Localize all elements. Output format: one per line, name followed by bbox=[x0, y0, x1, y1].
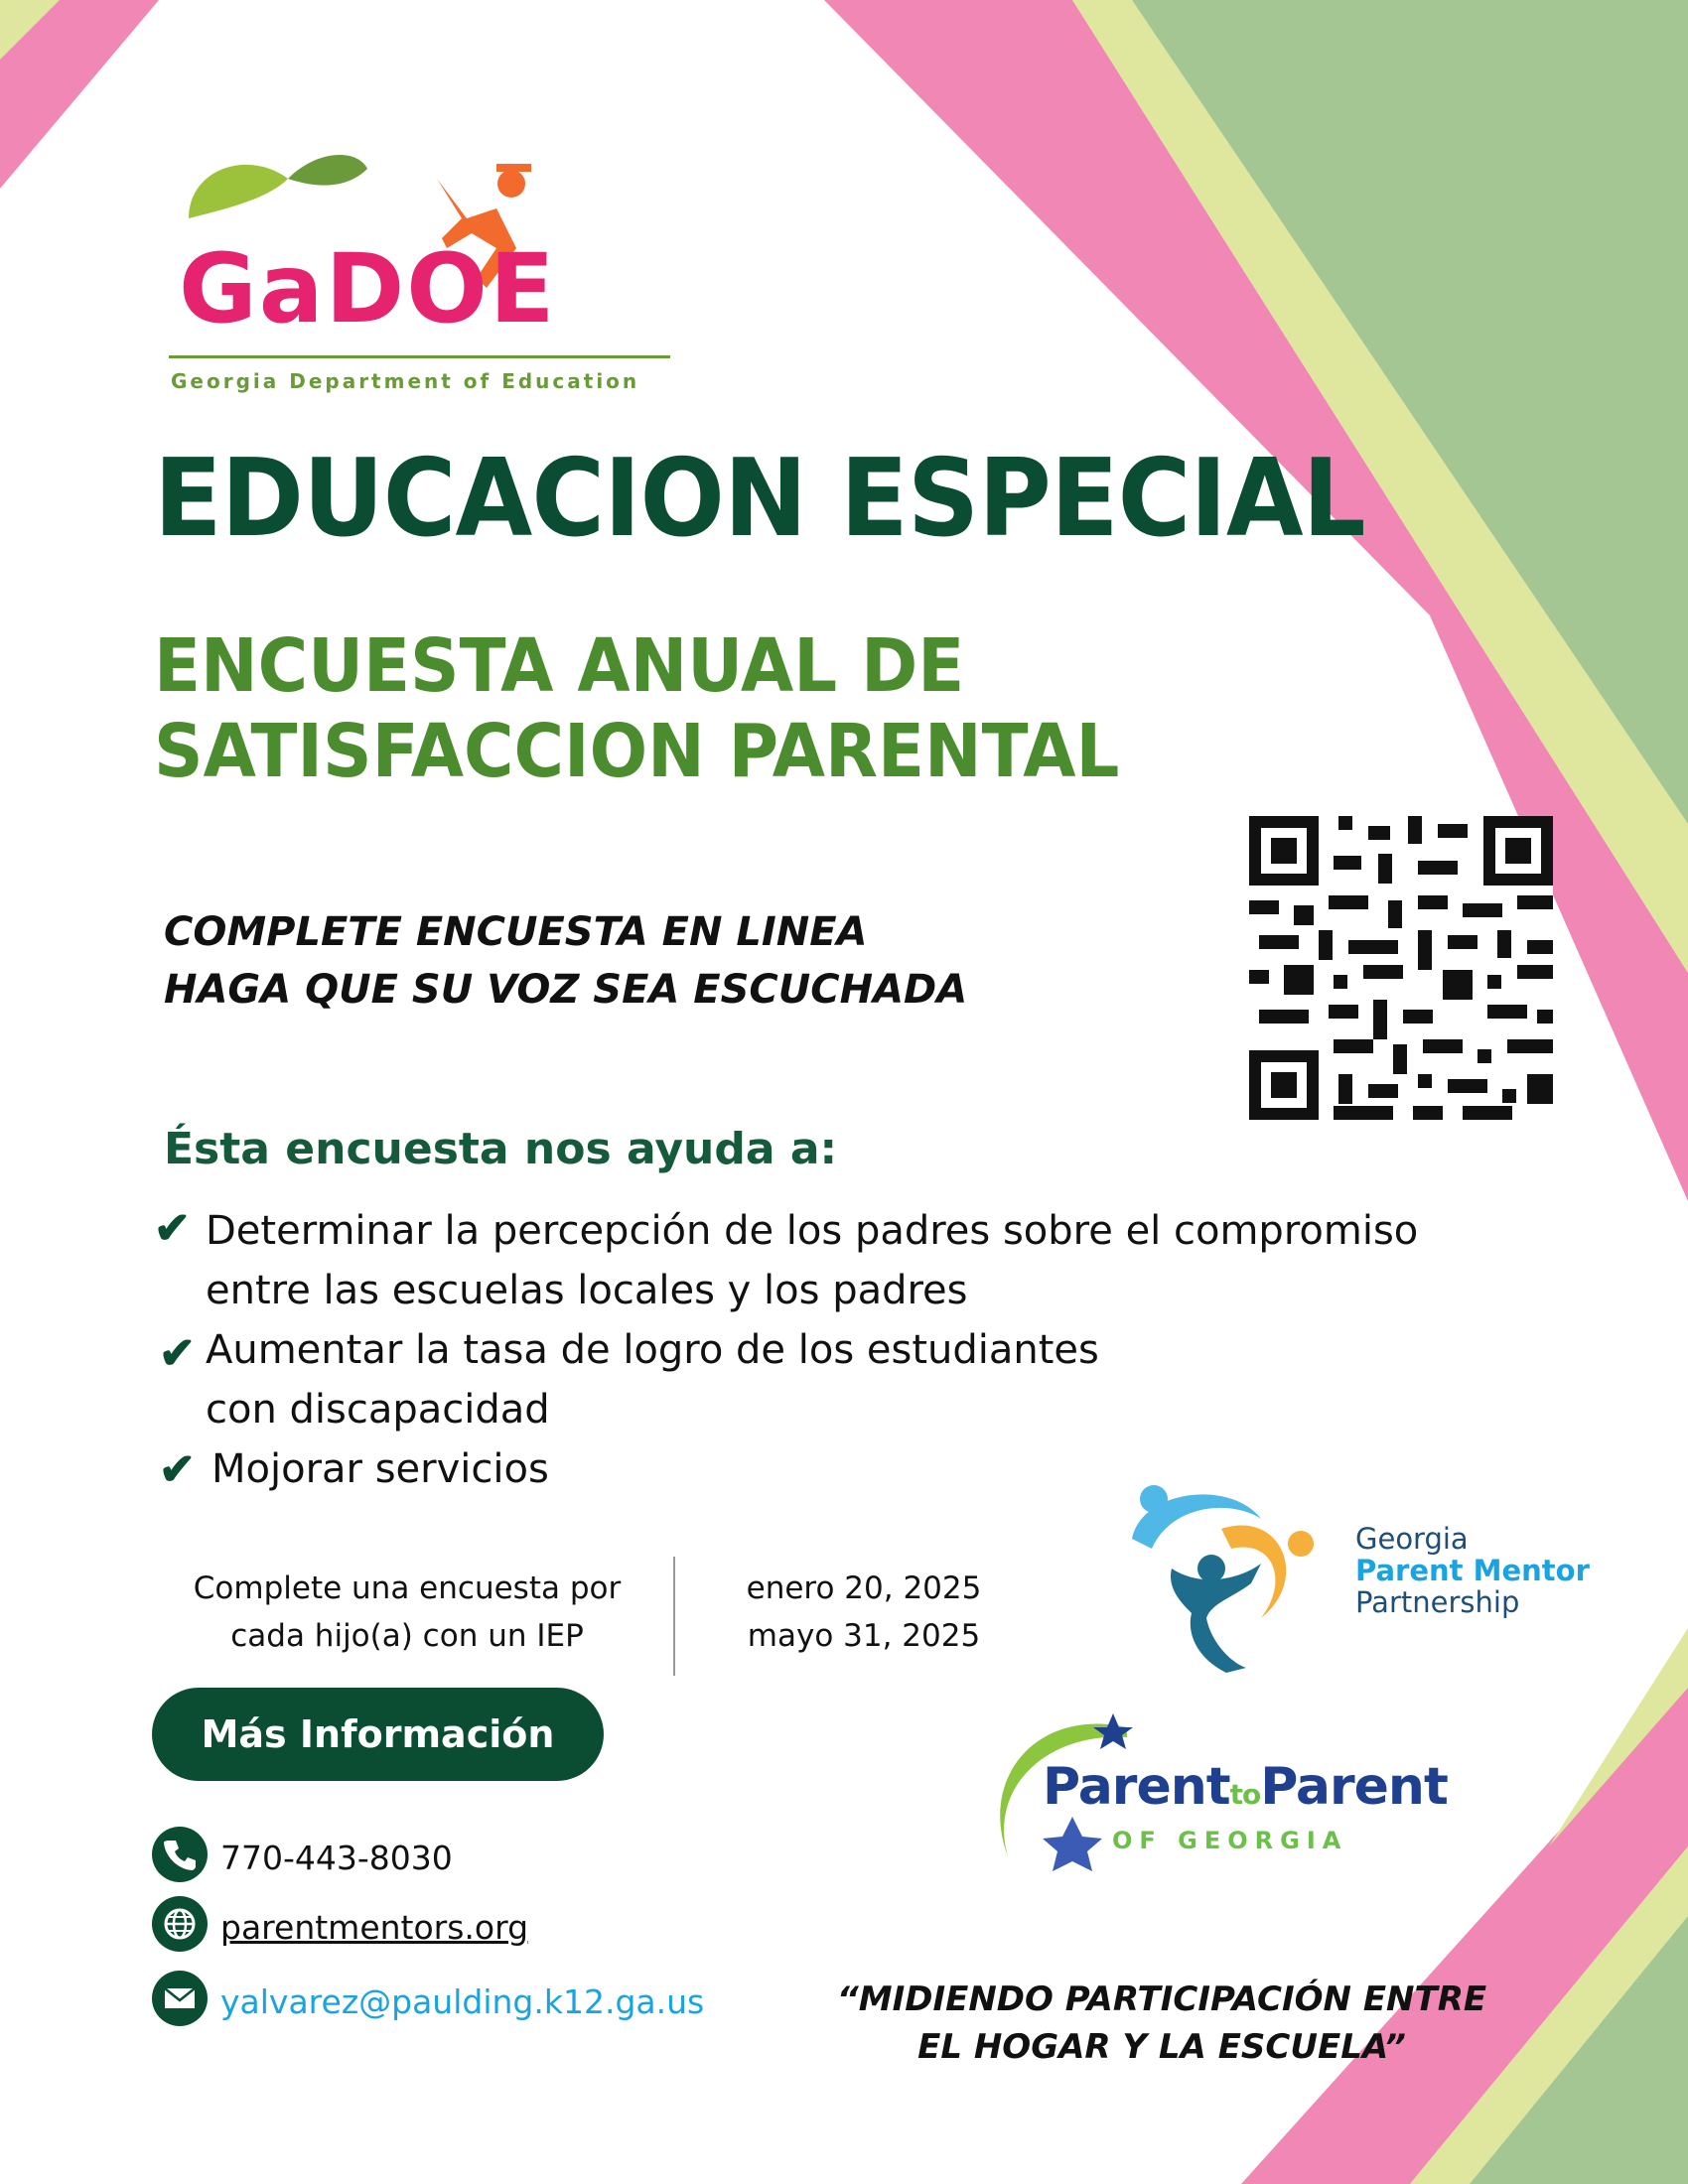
subtitle-line1: ENCUESTA ANUAL DE bbox=[154, 623, 965, 709]
instructions-line1: Complete una encuesta por bbox=[193, 1570, 622, 1606]
p2p-word2: Parent bbox=[1260, 1757, 1448, 1817]
email-icon bbox=[152, 1971, 208, 2026]
benefit-3-line1: Mojorar servicios bbox=[211, 1446, 549, 1492]
slogan bbox=[814, 1976, 1509, 2071]
survey-dates bbox=[695, 1565, 1033, 1660]
instructions bbox=[149, 1565, 665, 1660]
logo-divider bbox=[169, 355, 670, 358]
mentor-figures-icon bbox=[1112, 1469, 1321, 1678]
slogan-line1: “MIDIENDO PARTICIPACIÓN ENTRE bbox=[836, 1979, 1487, 2019]
globe-icon bbox=[152, 1896, 208, 1952]
instructions-line2: cada hijo(a) con un IEP bbox=[230, 1618, 584, 1654]
gadoe-subtitle: Georgia Department of Education bbox=[171, 369, 640, 393]
subtitle-line2: SATISFACCION PARENTAL bbox=[154, 709, 1120, 794]
more-info-button[interactable]: Más Información bbox=[152, 1688, 604, 1781]
p2p-wordmark bbox=[1043, 1757, 1448, 1817]
info-divider bbox=[673, 1557, 675, 1676]
website-link[interactable]: parentmentors.org bbox=[220, 1908, 529, 1947]
benefit-2-line1: Aumentar la tasa de logro de los estudiantes bbox=[206, 1327, 1099, 1373]
gpmp-line1: Georgia bbox=[1355, 1522, 1469, 1556]
gadoe-logo bbox=[169, 139, 685, 407]
qr-code-icon[interactable] bbox=[1249, 816, 1553, 1120]
cta-line2: HAGA QUE SU VOZ SEA ESCUCHADA bbox=[164, 967, 968, 1013]
gadoe-wordmark: GaDOE bbox=[179, 233, 557, 344]
email-link[interactable]: yalvarez@paulding.k12.ga.us bbox=[220, 1982, 705, 2021]
helps-heading: Ésta encuesta nos ayuda a: bbox=[164, 1124, 838, 1174]
end-date: mayo 31, 2025 bbox=[747, 1618, 981, 1654]
cta-line1: COMPLETE ENCUESTA EN LINEA bbox=[164, 909, 868, 955]
benefit-1-line2: entre las escuelas locales y los padres bbox=[206, 1268, 968, 1313]
gpmp-line3: Partnership bbox=[1355, 1585, 1520, 1619]
slogan-line2: EL HOGAR Y LA ESCUELA” bbox=[917, 2027, 1406, 2067]
p2p-word1: Parent bbox=[1043, 1757, 1230, 1817]
start-date: enero 20, 2025 bbox=[746, 1570, 982, 1606]
phone-icon bbox=[152, 1827, 208, 1882]
p2p-subtitle: OF GEORGIA bbox=[1112, 1827, 1348, 1854]
check-icon: ✔ bbox=[159, 1329, 196, 1378]
p2p-logo bbox=[978, 1707, 1475, 1906]
check-icon: ✔ bbox=[159, 1445, 196, 1494]
page-title: EDUCACION ESPECIAL bbox=[154, 437, 1365, 561]
p2p-to: to bbox=[1229, 1778, 1261, 1811]
benefit-2-line2: con discapacidad bbox=[206, 1387, 550, 1433]
phone-number[interactable]: 770-443-8030 bbox=[220, 1839, 453, 1877]
gpmp-line2: Parent Mentor bbox=[1355, 1554, 1590, 1587]
benefits-list bbox=[154, 1201, 1594, 1499]
check-icon: ✔ bbox=[154, 1204, 191, 1253]
benefit-1-line1: Determinar la percepción de los padres sobre el compromiso bbox=[206, 1208, 1419, 1254]
gpmp-logo bbox=[1112, 1469, 1628, 1678]
